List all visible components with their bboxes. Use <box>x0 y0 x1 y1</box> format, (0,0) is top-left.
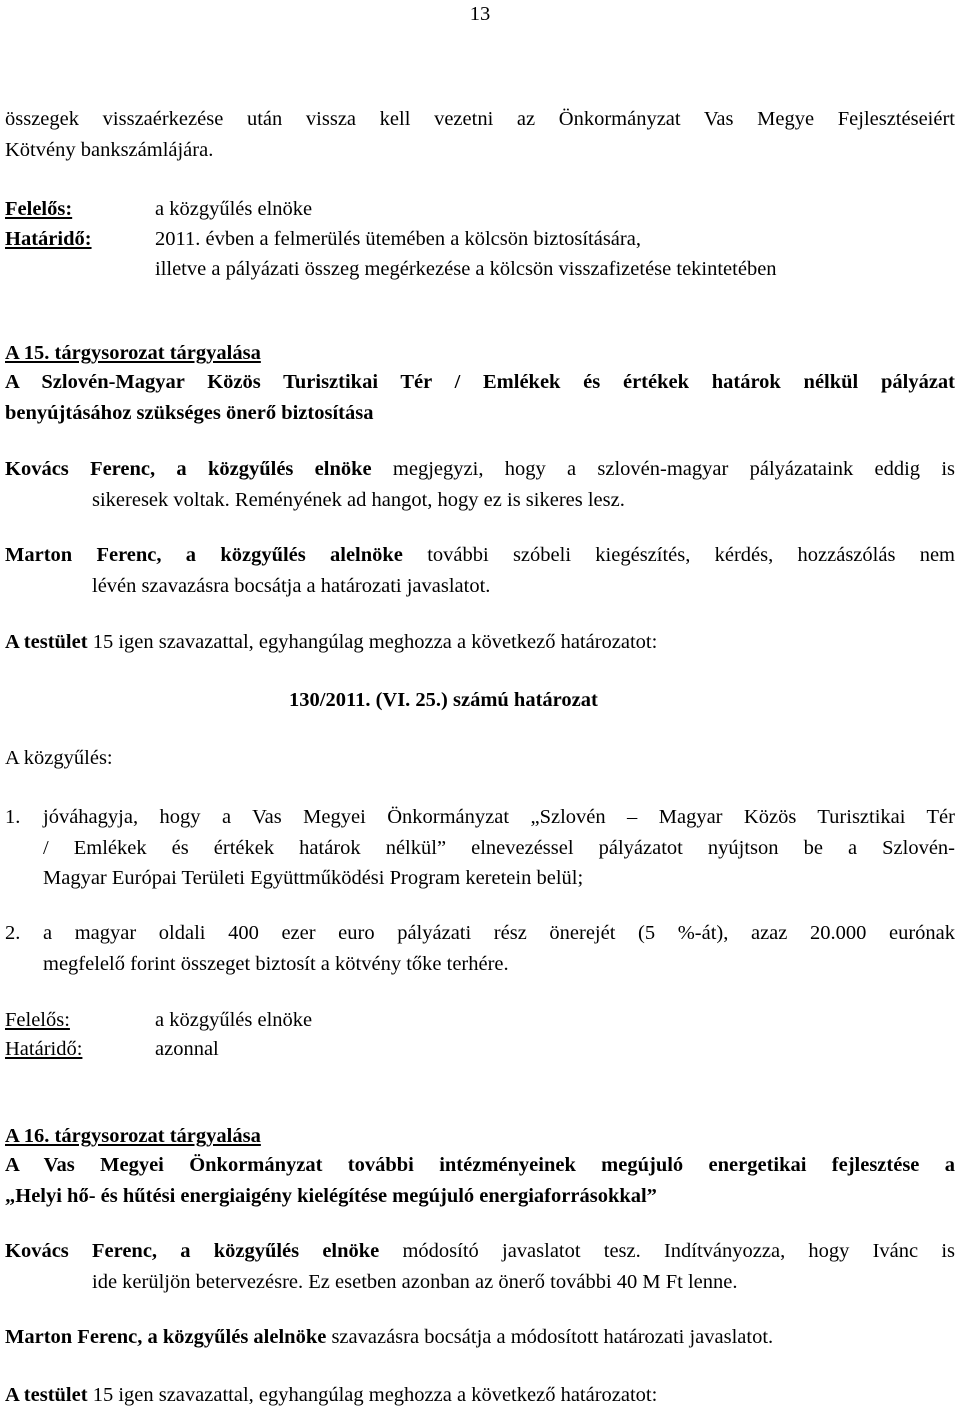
intro-paragraph <box>5 107 955 162</box>
item16-vote-bold: A testület <box>5 1384 88 1406</box>
item16-title-line-1: A Vas Megyei Önkormányzat további intézményeinek megújuló energetikai fejlesztése a <box>5 1154 955 1176</box>
responsible-value: a közgyűlés elnöke <box>155 198 313 220</box>
point-2-line-1: a magyar oldali 400 ezer euro pályázati rész önerejét (5 %-át), azaz 20.000 eurónak <box>43 922 955 944</box>
item16-p1-line-2: ide kerüljön betervezésre. Ez esetben azonban az önerő további 40 M Ft lenne. <box>92 1270 738 1293</box>
item15-p1-speaker: Kovács Ferenc, a közgyűlés elnöke <box>5 458 372 480</box>
item15-vote-text: 15 igen szavazattal, egyhangúlag meghozza a következő határozatot: <box>87 631 658 653</box>
assembly-label: A közgyűlés: <box>5 747 113 769</box>
item16-p2-speaker: Marton Ferenc, a közgyűlés alelnöke <box>5 1326 327 1348</box>
item16-p2-text: szavazásra bocsátja a módosított határozati javaslatot. <box>326 1326 774 1348</box>
item15-responsible-value: a közgyűlés elnöke <box>155 1009 313 1031</box>
item15-p2-line-1 <box>5 543 955 568</box>
item15-vote-bold: A testület <box>5 631 88 653</box>
item15-responsible-label: Felelős: <box>5 1009 70 1031</box>
item15-deadline-value: azonnal <box>155 1038 219 1060</box>
deadline-label: Határidő: <box>5 228 92 250</box>
item16-paragraph-2 <box>5 1325 773 1350</box>
item16-title-line-2: „Helyi hő- és hűtési energiaigény kielégítése megújuló energiaforrásokkal” <box>5 1184 657 1207</box>
item15-p2-line-2: lévén szavazásra bocsátja a határozati javaslatot. <box>92 574 491 597</box>
item15-p1-line-1 <box>5 457 955 482</box>
item16-title <box>5 1153 955 1208</box>
deadline-value-line-2: illetve a pályázati összeg megérkezése a kölcsön visszafizetése tekintetében <box>155 258 777 280</box>
intro-line-1: összegek visszaérkezése után vissza kell vezetni az Önkormányzat Vas Megye Fejlesztéseiért <box>5 108 955 130</box>
point-1-line-1: jóváhagyja, hogy a Vas Megyei Önkormányzat „Szlovén – Magyar Közös Turisztikai Tér <box>43 806 955 828</box>
point-1-number: 1. <box>5 806 21 828</box>
responsible-label: Felelős: <box>5 198 73 220</box>
item15-vote <box>5 630 657 655</box>
item16-p1-text-1: módosító javaslatot tesz. Indítványozza, hogy Ivánc is <box>379 1240 955 1262</box>
item15-paragraph-1 <box>5 457 955 512</box>
item15-title <box>5 370 955 425</box>
item16-vote-text: 15 igen szavazattal, egyhangúlag meghozza a következő határozatot: <box>87 1384 658 1406</box>
item15-title-line-2: benyújtásához szükséges önerő biztosítása <box>5 401 374 424</box>
page-number: 13 <box>469 3 491 25</box>
item15-paragraph-2 <box>5 543 955 598</box>
item16-vote <box>5 1383 657 1408</box>
item15-title-line-1: A Szlovén-Magyar Közös Turisztikai Tér / Emlékek és értékek határok nélkül pályázat <box>5 371 955 393</box>
point-2-line-2: megfelelő forint összeget biztosít a kötvény tőke terhére. <box>43 952 509 975</box>
point-1-line-2: / Emlékek és értékek határok nélkül” elnevezéssel pályázatot nyújtson be a Szlovén- <box>43 836 955 859</box>
item15-deadline-label: Határidő: <box>5 1038 83 1060</box>
item15-p2-speaker: Marton Ferenc, a közgyűlés alelnöke <box>5 544 403 566</box>
point-1-line-3: Magyar Európai Területi Együttműködési Program keretein belül; <box>43 867 584 890</box>
item15-heading: A 15. tárgysorozat tárgyalása <box>5 342 261 364</box>
item16-heading: A 16. tárgysorozat tárgyalása <box>5 1125 261 1147</box>
deadline-value-line-1: 2011. évben a felmerülés ütemében a kölcsön biztosítására, <box>155 228 641 250</box>
item16-p1-line-1 <box>5 1239 955 1264</box>
intro-line-2: Kötvény bankszámlájára. <box>5 138 214 161</box>
point-2-number: 2. <box>5 922 21 944</box>
item16-p1-speaker: Kovács Ferenc, a közgyűlés elnöke <box>5 1240 380 1262</box>
item15-p2-text-1: további szóbeli kiegészítés, kérdés, hozzászólás nem <box>402 544 955 566</box>
point-1-text <box>43 805 955 891</box>
resolution-title: 130/2011. (VI. 25.) számú határozat <box>289 689 598 711</box>
item16-paragraph-1 <box>5 1239 955 1294</box>
item15-p1-line-2: sikeresek voltak. Reményének ad hangot, hogy ez is sikeres lesz. <box>92 488 625 511</box>
point-2-text <box>43 921 955 976</box>
item15-p1-text-1: megjegyzi, hogy a szlovén-magyar pályázataink eddig is <box>371 458 956 480</box>
